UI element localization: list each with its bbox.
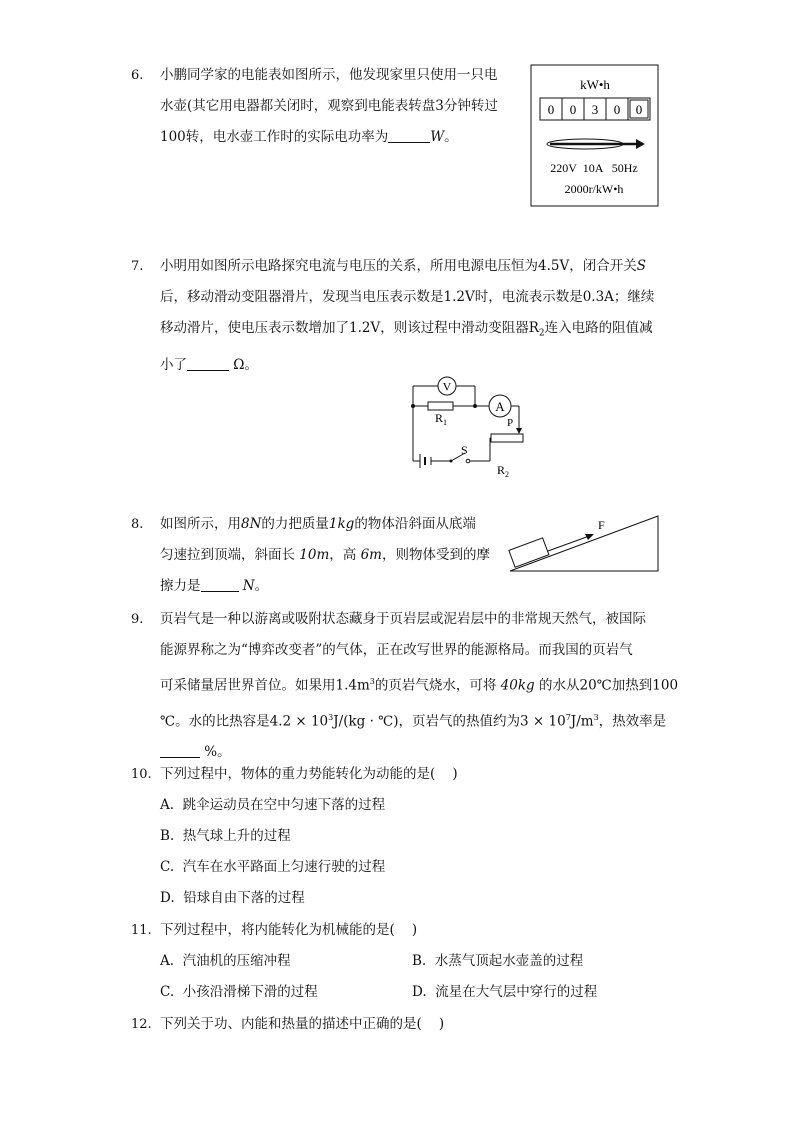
- text-line: [160, 540, 490, 571]
- question-text: [160, 604, 678, 768]
- text-segment: ，热效率是: [598, 713, 667, 729]
- math-value: 10m: [299, 547, 330, 563]
- meter-spec: 220V 10A 50Hz: [550, 161, 638, 175]
- subscript: 2: [538, 328, 545, 339]
- unit-symbol: N: [242, 578, 255, 594]
- incline-figure: [500, 513, 662, 575]
- text-segment: 100转，电水壶工作时的实际电功率为: [160, 129, 389, 145]
- electricity-meter-figure: [530, 64, 660, 208]
- ammeter-label: A: [495, 399, 505, 414]
- text-line: [160, 122, 498, 153]
- question-text: [160, 509, 490, 602]
- question-number: 7.: [131, 259, 144, 274]
- option-b[interactable]: B. 热气球上升的过程: [160, 828, 291, 844]
- answer-blank[interactable]: [388, 128, 430, 143]
- text-segment: ，高: [329, 547, 357, 563]
- text-segment: 的页岩气烧水，可将: [374, 677, 497, 694]
- text-segment: 的力把质量: [261, 516, 329, 532]
- text-line: 后，移动滑动变阻器滑片，发现当电压表示数是1.2V时，电流表示数是0.3A；继续: [160, 289, 655, 305]
- text-line: [160, 666, 678, 702]
- text-segment: 可采储量居世界首位。如果用1.4m: [160, 677, 370, 694]
- text-line: [160, 251, 654, 282]
- unit-symbol: W: [430, 129, 445, 145]
- text-line: 水壶(其它用电器都关闭时，观察到电能表转盘3分钟转过: [160, 98, 498, 114]
- circuit-diagram: [395, 370, 535, 482]
- text-segment: 小明用如图所示电路探究电流与电压的关系，所用电源电压恒为4.5V，闭合开关: [160, 258, 637, 274]
- text-segment: 小了: [160, 356, 187, 373]
- question-text: [160, 251, 654, 381]
- text-segment: J/m: [570, 713, 594, 729]
- text-segment: 。: [254, 578, 269, 594]
- math-value: 40kg: [500, 677, 535, 694]
- text-segment: 匀速拉到顶端，斜面长: [160, 547, 295, 563]
- resistor-r1: [428, 402, 453, 410]
- text-segment: Ω。: [229, 356, 258, 373]
- answer-blank[interactable]: [201, 577, 239, 592]
- meter-digit: 0: [613, 102, 621, 117]
- text-segment: 连入电路的阻值减: [544, 320, 653, 336]
- option-a[interactable]: A. 跳伞运动员在空中匀速下落的过程: [160, 797, 386, 813]
- text-line: [160, 509, 490, 540]
- text-segment: 如图所示，用: [160, 516, 241, 532]
- question-stem: 下列过程中，将内能转化为机械能的是( ): [160, 922, 418, 938]
- question-number: 6.: [131, 68, 144, 83]
- battery-icon: [420, 454, 431, 468]
- text-segment: 擦力是: [160, 578, 201, 594]
- math-value: 8N: [241, 516, 262, 532]
- question-stem: 下列关于功、内能和热量的描述中正确的是( ): [160, 1016, 445, 1032]
- option-d[interactable]: D. 流星在大气层中穿行的过程: [412, 984, 598, 1000]
- text-line: [160, 571, 490, 602]
- switch-contact: [466, 459, 470, 463]
- math-value: 6m: [360, 547, 382, 563]
- text-segment: %。: [200, 744, 231, 760]
- option-c[interactable]: C. 小孩沿滑梯下滑的过程: [160, 984, 318, 1000]
- text-line: [160, 702, 678, 738]
- question-number: 8.: [131, 517, 144, 532]
- switch-symbol: S: [636, 258, 646, 274]
- force-label: F: [598, 518, 605, 532]
- r1-label: $R_1$: [435, 411, 448, 427]
- text-segment: 。: [444, 129, 458, 145]
- r2-label: $R_2$: [497, 463, 510, 479]
- meter-rate: 2000r/kW•h: [564, 182, 624, 196]
- superscript: 3: [593, 712, 599, 722]
- text-segment: 的物体沿斜面从底端: [354, 516, 476, 532]
- question-number: 10.: [131, 767, 152, 782]
- text-segment: ，则物体受到的摩: [381, 547, 490, 563]
- question-number: 12.: [131, 1017, 152, 1032]
- text-line: 能源界称之为“博弈改变者”的气体，正在改写世界的能源格局。而我国的页岩气: [160, 642, 633, 658]
- text-line: 页岩气是一种以游离或吸附状态藏身于页岩层或泥岩层中的非常规天然气，被国际: [160, 611, 646, 627]
- answer-blank[interactable]: [160, 743, 200, 758]
- superscript: 7: [565, 712, 571, 722]
- meter-digit: 3: [591, 102, 599, 117]
- question-number: 11.: [131, 923, 152, 938]
- meter-digit: 0: [569, 102, 577, 117]
- option-c[interactable]: C. 汽车在水平路面上匀速行驶的过程: [160, 859, 386, 875]
- question-text: [160, 60, 498, 153]
- text-line: 小鹏同学家的电能表如图所示，他发现家里只使用一只电: [160, 67, 498, 83]
- math-value: 1kg: [328, 516, 355, 532]
- text-segment: J/(kg · ℃)，页岩气的热值约为3 × 10: [333, 713, 566, 729]
- slider-arrow-icon: [516, 428, 522, 434]
- slider-label-p: P: [507, 417, 514, 429]
- question-stem: 下列过程中，物体的重力势能转化为动能的是( ): [160, 766, 458, 782]
- rheostat-r2: [491, 434, 523, 442]
- junction-dot: [411, 404, 415, 408]
- text-segment: 移动滑片，使电压表示数增加了1.2V，则该过程中滑动变阻器R: [160, 320, 539, 336]
- switch-pivot: [450, 460, 453, 463]
- text-segment: ℃。水的比热容是4.2 × 10: [160, 713, 329, 729]
- meter-unit: kW•h: [580, 77, 610, 92]
- question-number: 9.: [131, 612, 144, 627]
- option-d[interactable]: D. 铅球自由下落的过程: [160, 890, 305, 906]
- superscript: 3: [369, 677, 375, 686]
- answer-blank[interactable]: [187, 356, 229, 371]
- superscript: 3: [328, 712, 334, 722]
- option-a[interactable]: A. 汽油机的压缩冲程: [160, 953, 291, 969]
- meter-digit: 0: [635, 102, 643, 117]
- meter-digit: 0: [547, 102, 555, 117]
- switch-label: S: [461, 443, 468, 457]
- voltmeter-label: V: [442, 379, 452, 394]
- junction-dot: [473, 404, 477, 408]
- option-b[interactable]: B. 水蒸气顶起水壶盖的过程: [412, 953, 584, 969]
- text-segment: 的水从20℃加热到100: [538, 677, 679, 694]
- text-line: [160, 313, 654, 350]
